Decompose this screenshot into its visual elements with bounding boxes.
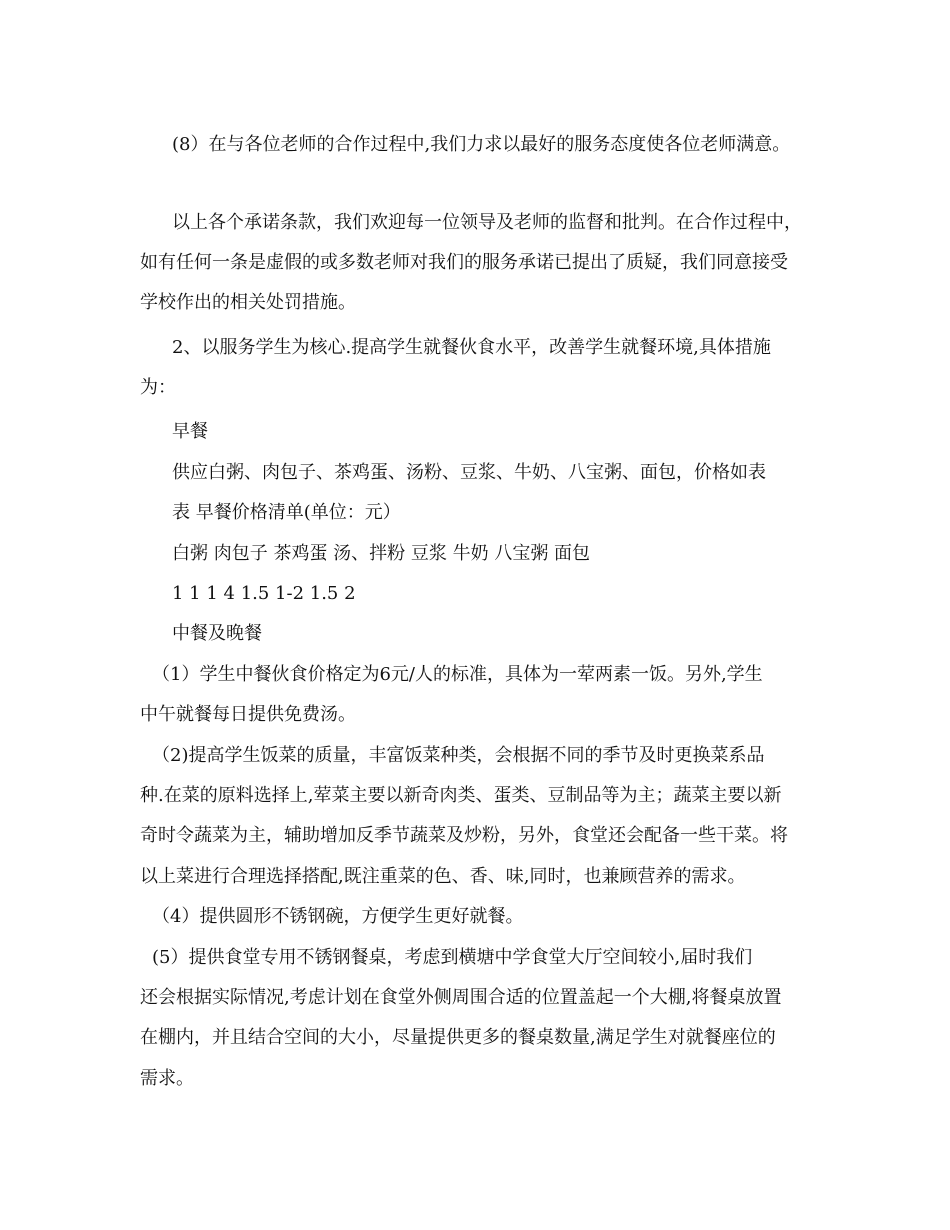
- price-table-caption: 表 早餐价格清单(单位：元）: [172, 502, 401, 523]
- dish-quality-line-2: 种.在菜的原料选择上,荤菜主要以新奇肉类、蛋类、豆制品等为主；蔬菜主要以新: [140, 785, 782, 806]
- paragraph-teacher-satisfaction: (8）在与各位老师的合作过程中,我们力求以最好的服务态度使各位老师满意。: [172, 134, 791, 155]
- section-heading-line-1: 2、以服务学生为核心.提高学生就餐伙食水平，改善学生就餐环境,具体措施: [172, 337, 771, 358]
- price-table-prices: 1 1 1 4 1.5 1-2 1.5 2: [172, 583, 356, 604]
- table-provision-line-2: 还会根据实际情况,考虑计划在食堂外侧周围合适的位置盖起一个大棚,将餐桌放置: [140, 987, 782, 1008]
- paragraph-commitment-line-1: 以上各个承诺条款，我们欢迎每一位领导及老师的监督和批判。在合作过程中，: [172, 212, 802, 233]
- table-provision-line-4: 需求。: [140, 1068, 194, 1089]
- table-provision-line-1: (5）提供食堂专用不锈钢餐桌，考虑到横塘中学食堂大厅空间较小,届时我们: [152, 947, 753, 968]
- breakfast-heading: 早餐: [172, 421, 208, 442]
- bowl-provision-text: （4）提供圆形不锈钢碗，方便学生更好就餐。: [152, 906, 524, 927]
- dish-quality-line-4: 以上菜进行合理选择搭配,既注重菜的色、香、味,同时，也兼顾营养的需求。: [140, 866, 746, 887]
- dish-quality-line-3: 奇时令蔬菜为主，辅助增加反季节蔬菜及炒粉，另外，食堂还会配备一些干菜。将: [140, 825, 788, 846]
- paragraph-commitment-line-2: 如有任何一条是虚假的或多数老师对我们的服务承诺已提出了质疑，我们同意接受: [140, 252, 788, 273]
- dish-quality-line-1: （2)提高学生饭菜的质量，丰富饭菜种类，会根据不同的季节及时更换菜系品: [152, 745, 765, 766]
- lunch-price-line-1: （1）学生中餐伙食价格定为6元/人的标准，具体为一荤两素一饭。另外,学生: [152, 664, 763, 685]
- breakfast-supply-text: 供应白粥、肉包子、茶鸡蛋、汤粉、豆浆、牛奶、八宝粥、面包，价格如表: [172, 462, 766, 483]
- price-table-items: 白粥 肉包子 茶鸡蛋 汤、拌粉 豆浆 牛奶 八宝粥 面包: [172, 543, 591, 564]
- lunch-dinner-heading: 中餐及晚餐: [172, 623, 262, 644]
- table-provision-line-3: 在棚内，并且结合空间的大小，尽量提供更多的餐桌数量,满足学生对就餐座位的: [140, 1027, 776, 1048]
- lunch-price-line-2: 中午就餐每日提供免费汤。: [140, 704, 356, 725]
- paragraph-commitment-line-3: 学校作出的相关处罚措施。: [140, 292, 356, 313]
- section-heading-line-2: 为：: [140, 377, 176, 398]
